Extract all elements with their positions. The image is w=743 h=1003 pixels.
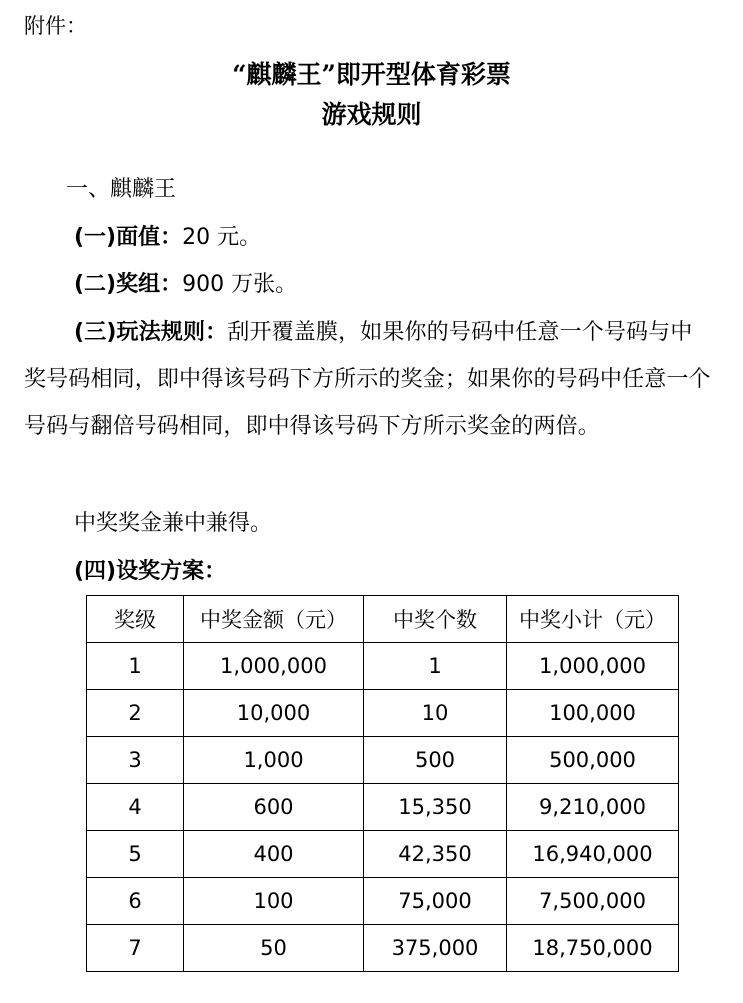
table-cell: 500: [364, 737, 507, 784]
table-cell: 100,000: [507, 690, 679, 737]
table-cell: 400: [184, 831, 364, 878]
play-rules-paragraph: [24, 309, 714, 450]
table-row: [87, 831, 679, 878]
document-title: “麒麟王”即开型体育彩票: [232, 60, 511, 89]
table-cell: 1,000,000: [184, 643, 364, 690]
table-cell: 2: [87, 690, 184, 737]
table-cell: 1: [87, 643, 184, 690]
table-cell: 5: [87, 831, 184, 878]
table-cell: 10: [364, 690, 507, 737]
cumulative-note: 中奖奖金兼中兼得。: [74, 511, 273, 536]
table-row: [87, 690, 679, 737]
table-cell: 16,940,000: [507, 831, 679, 878]
table-cell: 7,500,000: [507, 878, 679, 925]
prize-group-text: 900 万张。: [182, 272, 298, 297]
table-header-row: [87, 596, 679, 643]
table-cell: 6: [87, 878, 184, 925]
column-header: 中奖小计（元）: [507, 596, 679, 643]
face-value-text: 20 元。: [182, 225, 262, 250]
column-header: 中奖金额（元）: [184, 596, 364, 643]
table-cell: 500,000: [507, 737, 679, 784]
table-cell: 4: [87, 784, 184, 831]
section-heading: 一、麒麟王: [66, 177, 177, 202]
table-cell: 600: [184, 784, 364, 831]
prize-group-paragraph: [74, 261, 743, 308]
table-cell: 50: [184, 925, 364, 972]
prize-table: [86, 595, 679, 972]
attachment-label: 附件：: [24, 14, 87, 38]
table-cell: 3: [87, 737, 184, 784]
prize-group-label: (二)奖组：: [74, 272, 183, 297]
table-cell: 375,000: [364, 925, 507, 972]
table-cell: 75,000: [364, 878, 507, 925]
table-row: [87, 643, 679, 690]
table-row: [87, 737, 679, 784]
table-cell: 1,000: [184, 737, 364, 784]
table-cell: 1: [364, 643, 507, 690]
prize-scheme-heading: [74, 548, 743, 595]
table-cell: 10,000: [184, 690, 364, 737]
prize-scheme-label: (四)设奖方案：: [74, 559, 227, 584]
play-rules-label: (三)玩法规则：: [74, 320, 228, 345]
table-row: [87, 925, 679, 972]
document-subtitle: 游戏规则: [321, 100, 422, 129]
table-cell: 100: [184, 878, 364, 925]
face-value-label: (一)面值：: [74, 225, 183, 250]
table-cell: 42,350: [364, 831, 507, 878]
table-cell: 9,210,000: [507, 784, 679, 831]
table-cell: 7: [87, 925, 184, 972]
face-value-paragraph: [74, 214, 743, 261]
table-row: [87, 784, 679, 831]
play-rules-text: 刮开覆盖膜，如果你的号码中任意一个号码与中奖号码相同，即中得该号码下方所示的奖金；如果你的号码中任意一个号码与翻倍号码相同，即中得该号码下方所示奖金的两倍。: [24, 320, 711, 439]
table-cell: 15,350: [364, 784, 507, 831]
column-header: 中奖个数: [364, 596, 507, 643]
table-cell: 18,750,000: [507, 925, 679, 972]
column-header: 奖级: [87, 596, 184, 643]
table-row: [87, 878, 679, 925]
table-cell: 1,000,000: [507, 643, 679, 690]
